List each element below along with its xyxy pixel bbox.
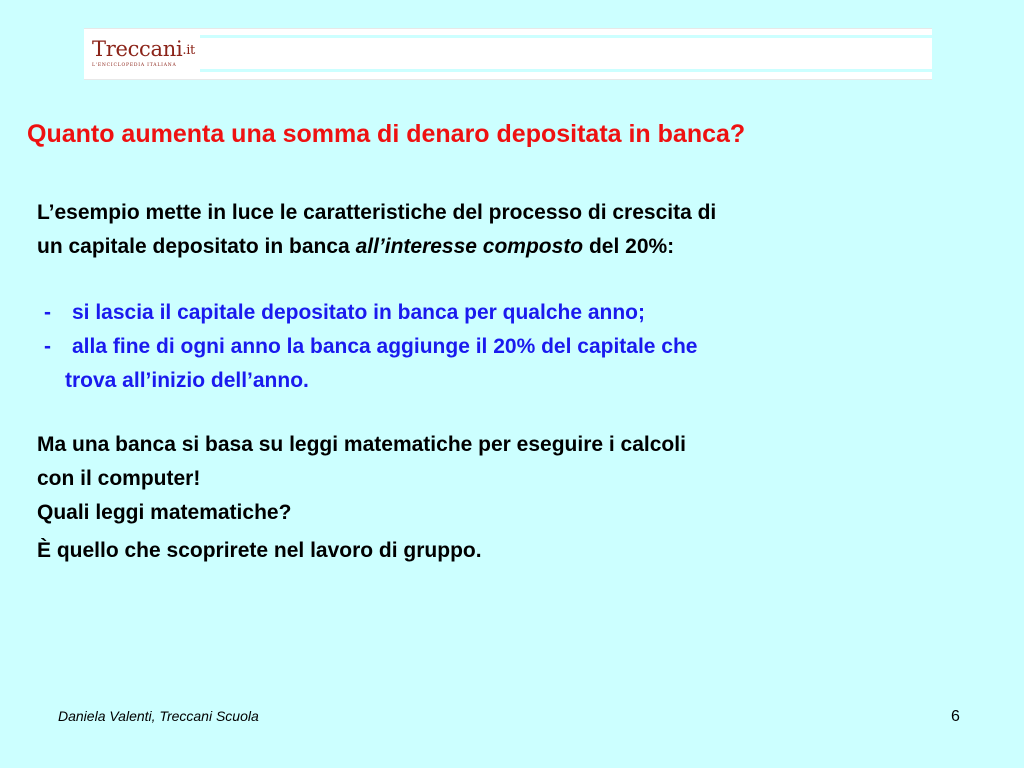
logo-tld: .it [182,43,195,58]
bullet-text: alla fine di ogni anno la banca aggiunge il 20% del capitale che [72,335,698,358]
logo-wordmark [92,38,200,62]
page-number: 6 [951,708,960,725]
closing-line: È quello che scoprirete nel lavoro di gruppo. [37,539,482,562]
bullet-item [44,330,698,364]
body-line-2: con il computer! [37,467,201,490]
header-banner [84,28,932,80]
bullet-text: si lascia il capitale depositato in banca per qualche anno; [72,301,645,324]
treccani-logo[interactable] [92,38,200,70]
body-line-1: Ma una banca si basa su leggi matematiche per eseguire i calcoli [37,433,686,456]
bullet-marker: - [44,335,51,358]
logo-word: Treccani [92,37,183,61]
intro-italic-term: all’interesse composto [355,235,584,258]
bullet-item [44,296,698,330]
body-line-3: Quali leggi matematiche? [37,501,292,524]
logo-tagline: L'ENCICLOPEDIA ITALIANA [92,63,177,68]
slide-title: Quanto aumenta una somma di denaro depositata in banca? [27,120,746,148]
banner-stripe-bottom [200,69,932,72]
intro-line-2-prefix: un capitale depositato in banca [37,235,356,258]
bullet-marker: - [44,301,51,324]
intro-line-1: L’esempio mette in luce le caratteristiche del processo di crescita di [37,201,717,224]
intro-paragraph [37,196,716,264]
banner-stripe-top [200,35,932,38]
body-paragraph [37,428,686,530]
bullet-continuation: trova all’inizio dell’anno. [65,369,309,392]
bullet-list [44,296,698,398]
intro-line-2-suffix: del 20%: [583,235,675,258]
footer-author: Daniela Valenti, Treccani Scuola [58,708,259,724]
